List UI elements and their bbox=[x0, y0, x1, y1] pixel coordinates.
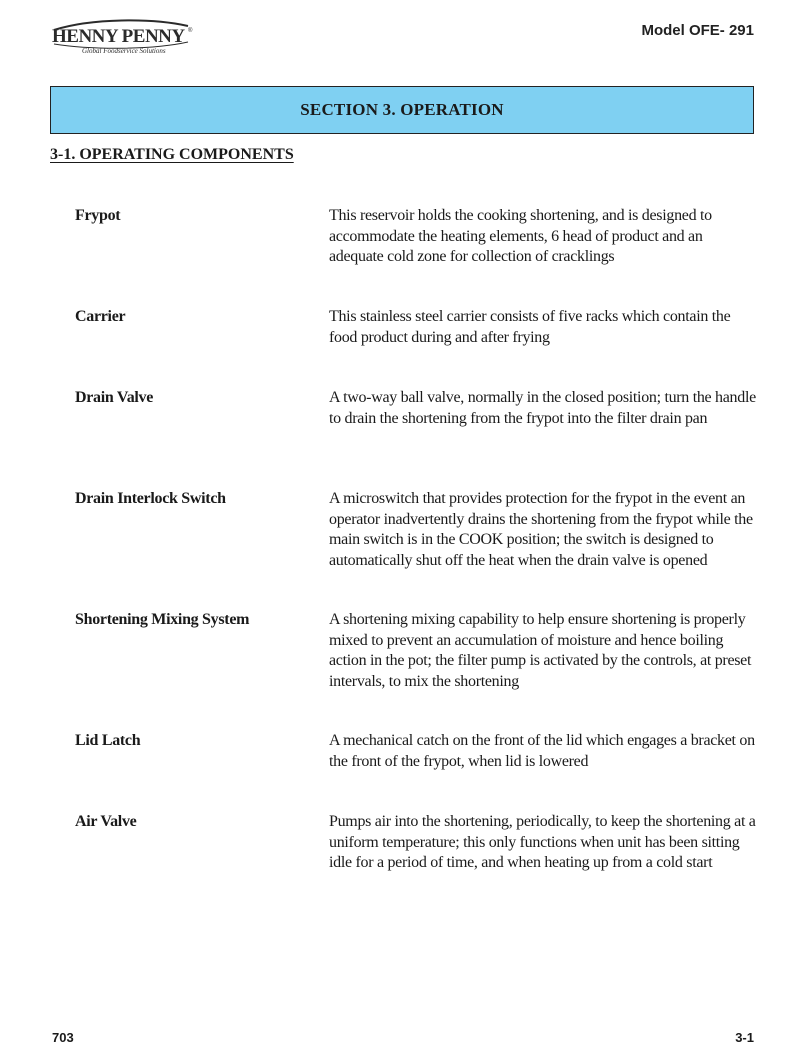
component-description: This stainless steel carrier consists of five racks which contain the food product during and after frying bbox=[329, 308, 731, 346]
model-number: Model OFE- 291 bbox=[641, 22, 754, 39]
logo-graphic bbox=[52, 16, 202, 56]
svg-text:®: ® bbox=[188, 28, 193, 34]
component-term: Drain Interlock Switch bbox=[75, 490, 226, 507]
component-description: Pumps air into the shortening, periodically, to keep the shortening at a uniform temperature; this only functions when unit has been sitting idle for a period of time, and when heating up from a cold start bbox=[329, 813, 756, 871]
logo-tagline: Global Foodservice Solutions bbox=[82, 47, 166, 55]
footer-page-number: 3-1 bbox=[735, 1030, 754, 1045]
henny-penny-logo bbox=[52, 16, 202, 56]
component-description: A microswitch that provides protection for the frypot in the event an operator inadvertently drains the shortening from the frypot while the main switch is in the COOK position; the switch is designed to automatically shut off the heat when the drain valve is opened bbox=[329, 490, 753, 569]
component-term: Carrier bbox=[75, 308, 126, 325]
section-banner bbox=[50, 86, 754, 134]
component-description: This reservoir holds the cooking shortening, and is designed to accommodate the heating elements, 6 head of product and an adequate cold zone for collection of cracklings bbox=[329, 207, 712, 265]
component-description: A mechanical catch on the front of the lid which engages a bracket on the front of the frypot, when lid is lowered bbox=[329, 732, 755, 770]
section-title: SECTION 3. OPERATION bbox=[300, 100, 504, 119]
component-description: A two-way ball valve, normally in the closed position; turn the handle to drain the shortening from the frypot into the filter drain pan bbox=[329, 389, 756, 427]
component-description: A shortening mixing capability to help ensure shortening is properly mixed to prevent an accumulation of moisture and hence boiling action in the pot; the filter pump is activated by the controls, at preset intervals, to mix the shortening bbox=[329, 611, 752, 690]
component-term: Lid Latch bbox=[75, 732, 141, 749]
component-term: Frypot bbox=[75, 207, 121, 224]
component-term: Shortening Mixing System bbox=[75, 611, 250, 628]
logo-brand: HENNY PENNY bbox=[52, 26, 185, 47]
component-term: Air Valve bbox=[75, 813, 137, 830]
subsection-title: 3-1. OPERATING COMPONENTS bbox=[50, 146, 294, 163]
component-term: Drain Valve bbox=[75, 389, 154, 406]
footer-date-code: 703 bbox=[52, 1030, 74, 1045]
